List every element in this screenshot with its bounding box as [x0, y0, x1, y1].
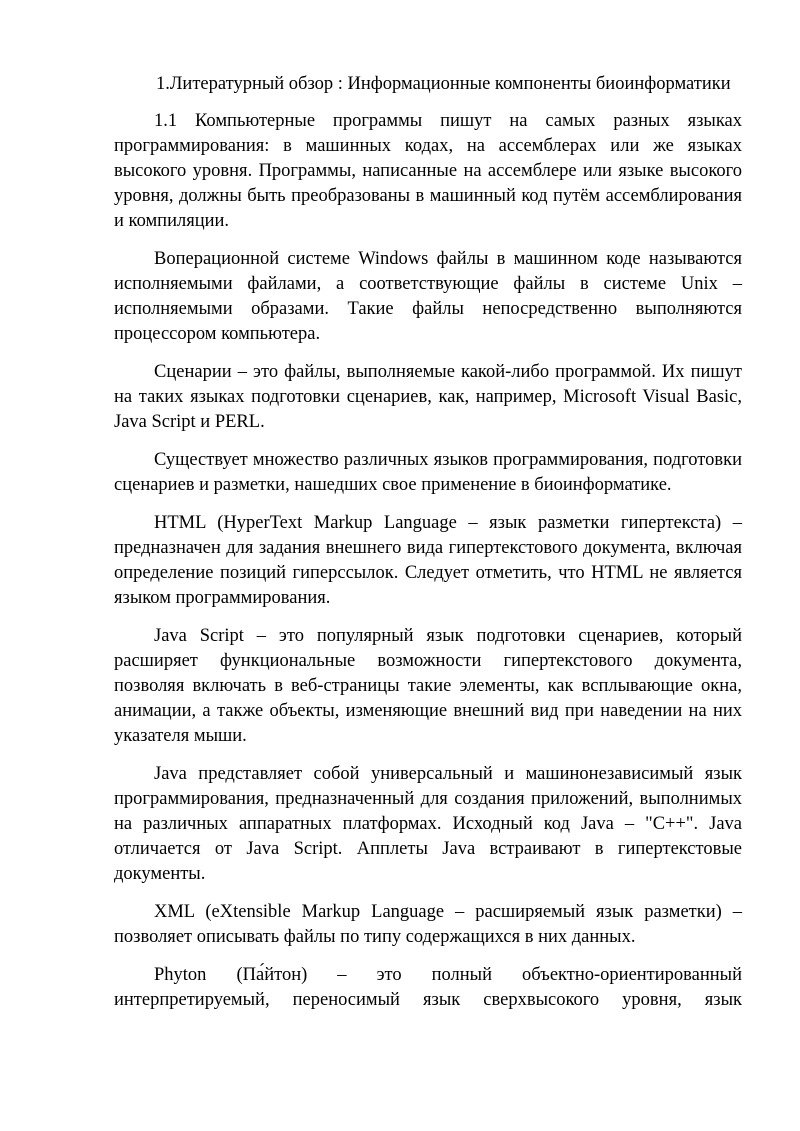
paragraph-python: Phyton (Па́йтон) – это полный объектно-ориентированный интерпретируемый, переносимый язык сверхвысокого уровня, язык: [114, 965, 742, 1010]
paragraph-executable-files: Воперационной системе Windows файлы в машинном коде называются исполняемыми файлами, а соответствующие файлы в системе Unix – исполняемыми образами. Такие файлы непосредственно выполняются процессором компьютера.: [114, 249, 742, 344]
paragraph-languages: Существует множество различных языков программирования, подготовки сценариев и разметки, нашедших свое применение в биоинформатике.: [114, 450, 742, 495]
paragraph-javascript: Java Script – это популярный язык подготовки сценариев, который расширяет функциональные возможности гипертекстового документа, позволяя включать в веб-страницы такие элементы, как всплывающие окна, анимации, а также объекты, изменяющие внешний вид при наведении на них указателя мыши.: [114, 626, 742, 746]
paragraph-xml: XML (eXtensible Markup Language – расширяемый язык разметки) – позволяет описывать файлы по типу содержащихся в них данных.: [114, 902, 742, 947]
paragraph-scripts: Сценарии – это файлы, выполняемые какой-либо программой. Их пишут на таких языках подготовки сценариев, как, например, Microsoft Visual Basic, Java Script и PERL.: [114, 362, 742, 432]
document-page: [114, 72, 742, 1026]
section-heading: 1.Литературный обзор : Информационные компоненты биоинформатики: [156, 74, 731, 94]
paragraph-programs-intro: 1.1 Компьютерные программы пишут на самых разных языках программирования: в машинных кодах, на ассемблерах или же языках высокого уровня. Программы, написанные на ассемблере или языке высокого уровня, должны быть преобразованы в машинный код путём ассемблирования и компиляции.: [114, 111, 742, 231]
paragraph-html: HTML (HyperText Markup Language – язык разметки гипертекста) – предназначен для задания внешнего вида гипертекстового документа, включая определение позиций гиперссылок. Следует отметить, что HTML не является языком программирования.: [114, 513, 742, 608]
paragraph-java: Java представляет собой универсальный и машинонезависимый язык программирования, предназначенный для создания приложений, выполнимых на различных аппаратных платформах. Исходный код Java – "C++". Java отличается от Java Script. Апплеты Java встраивают в гипертекстовые документы.: [114, 764, 742, 884]
